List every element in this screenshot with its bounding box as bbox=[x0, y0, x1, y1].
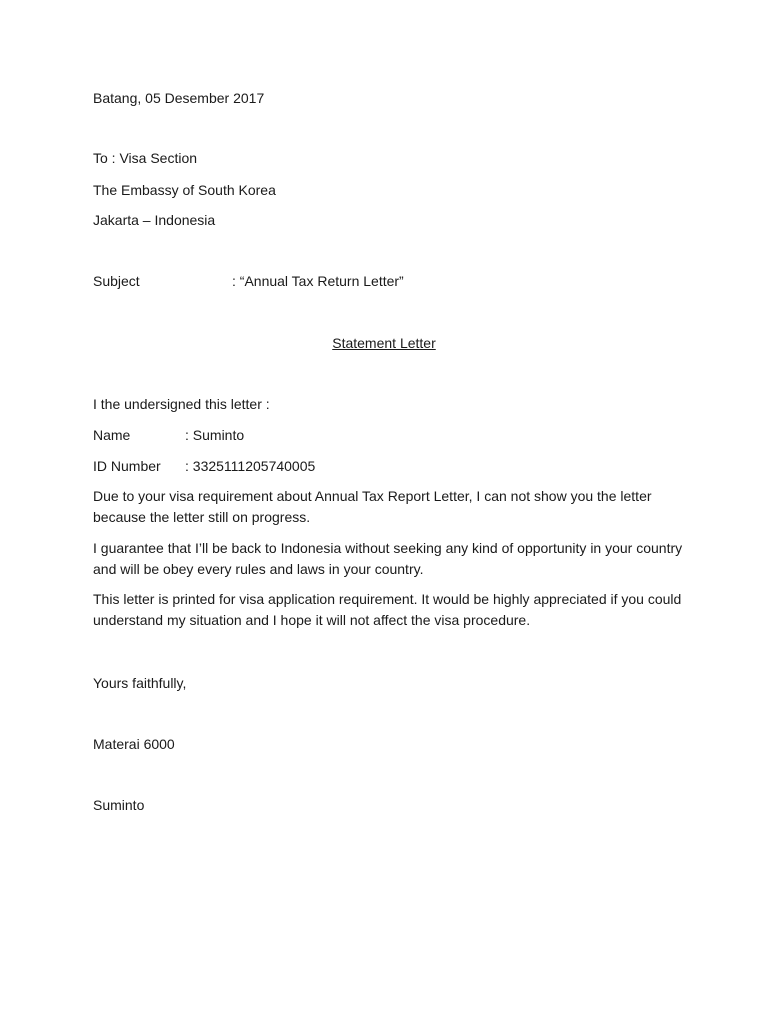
closing: Yours faithfully, bbox=[93, 675, 187, 691]
recipient-line-2: The Embassy of South Korea bbox=[93, 182, 276, 198]
place-date: Batang, 05 Desember 2017 bbox=[93, 90, 265, 106]
recipient-line-1: To : Visa Section bbox=[93, 150, 198, 166]
name-value: : Suminto bbox=[185, 427, 245, 443]
paragraph-1-text: Due to your visa requirement about Annual Tax Report Letter, I can not show you the letter because the letter still on progress. bbox=[93, 488, 652, 525]
paragraph-2-text: I guarantee that I’ll be back to Indonesia without seeking any kind of opportunity in your country and will be obey every rules and laws in your country. bbox=[93, 540, 683, 577]
name-label: Name bbox=[93, 427, 131, 443]
paragraph-2 bbox=[93, 538, 683, 580]
recipient-line-3: Jakarta – Indonesia bbox=[93, 212, 216, 228]
id-number-value: : 3325111205740005 bbox=[185, 458, 316, 474]
paragraph-3-text: This letter is printed for visa application requirement. It would be highly appreciated if you could understand my situation and I hope it will not affect the visa procedure. bbox=[93, 591, 682, 628]
letter-title: Statement Letter bbox=[332, 335, 436, 351]
subject-row bbox=[93, 271, 404, 291]
id-number-row bbox=[93, 456, 315, 476]
intro-line: I the undersigned this letter : bbox=[93, 396, 270, 412]
name-row bbox=[93, 425, 244, 445]
paragraph-3 bbox=[93, 589, 683, 631]
id-number-label: ID Number bbox=[93, 458, 161, 474]
stamp-label: Materai 6000 bbox=[93, 736, 175, 752]
signature-name: Suminto bbox=[93, 797, 145, 813]
subject-value: : “Annual Tax Return Letter” bbox=[232, 273, 404, 289]
paragraph-1 bbox=[93, 486, 683, 528]
subject-label: Subject bbox=[93, 273, 140, 289]
